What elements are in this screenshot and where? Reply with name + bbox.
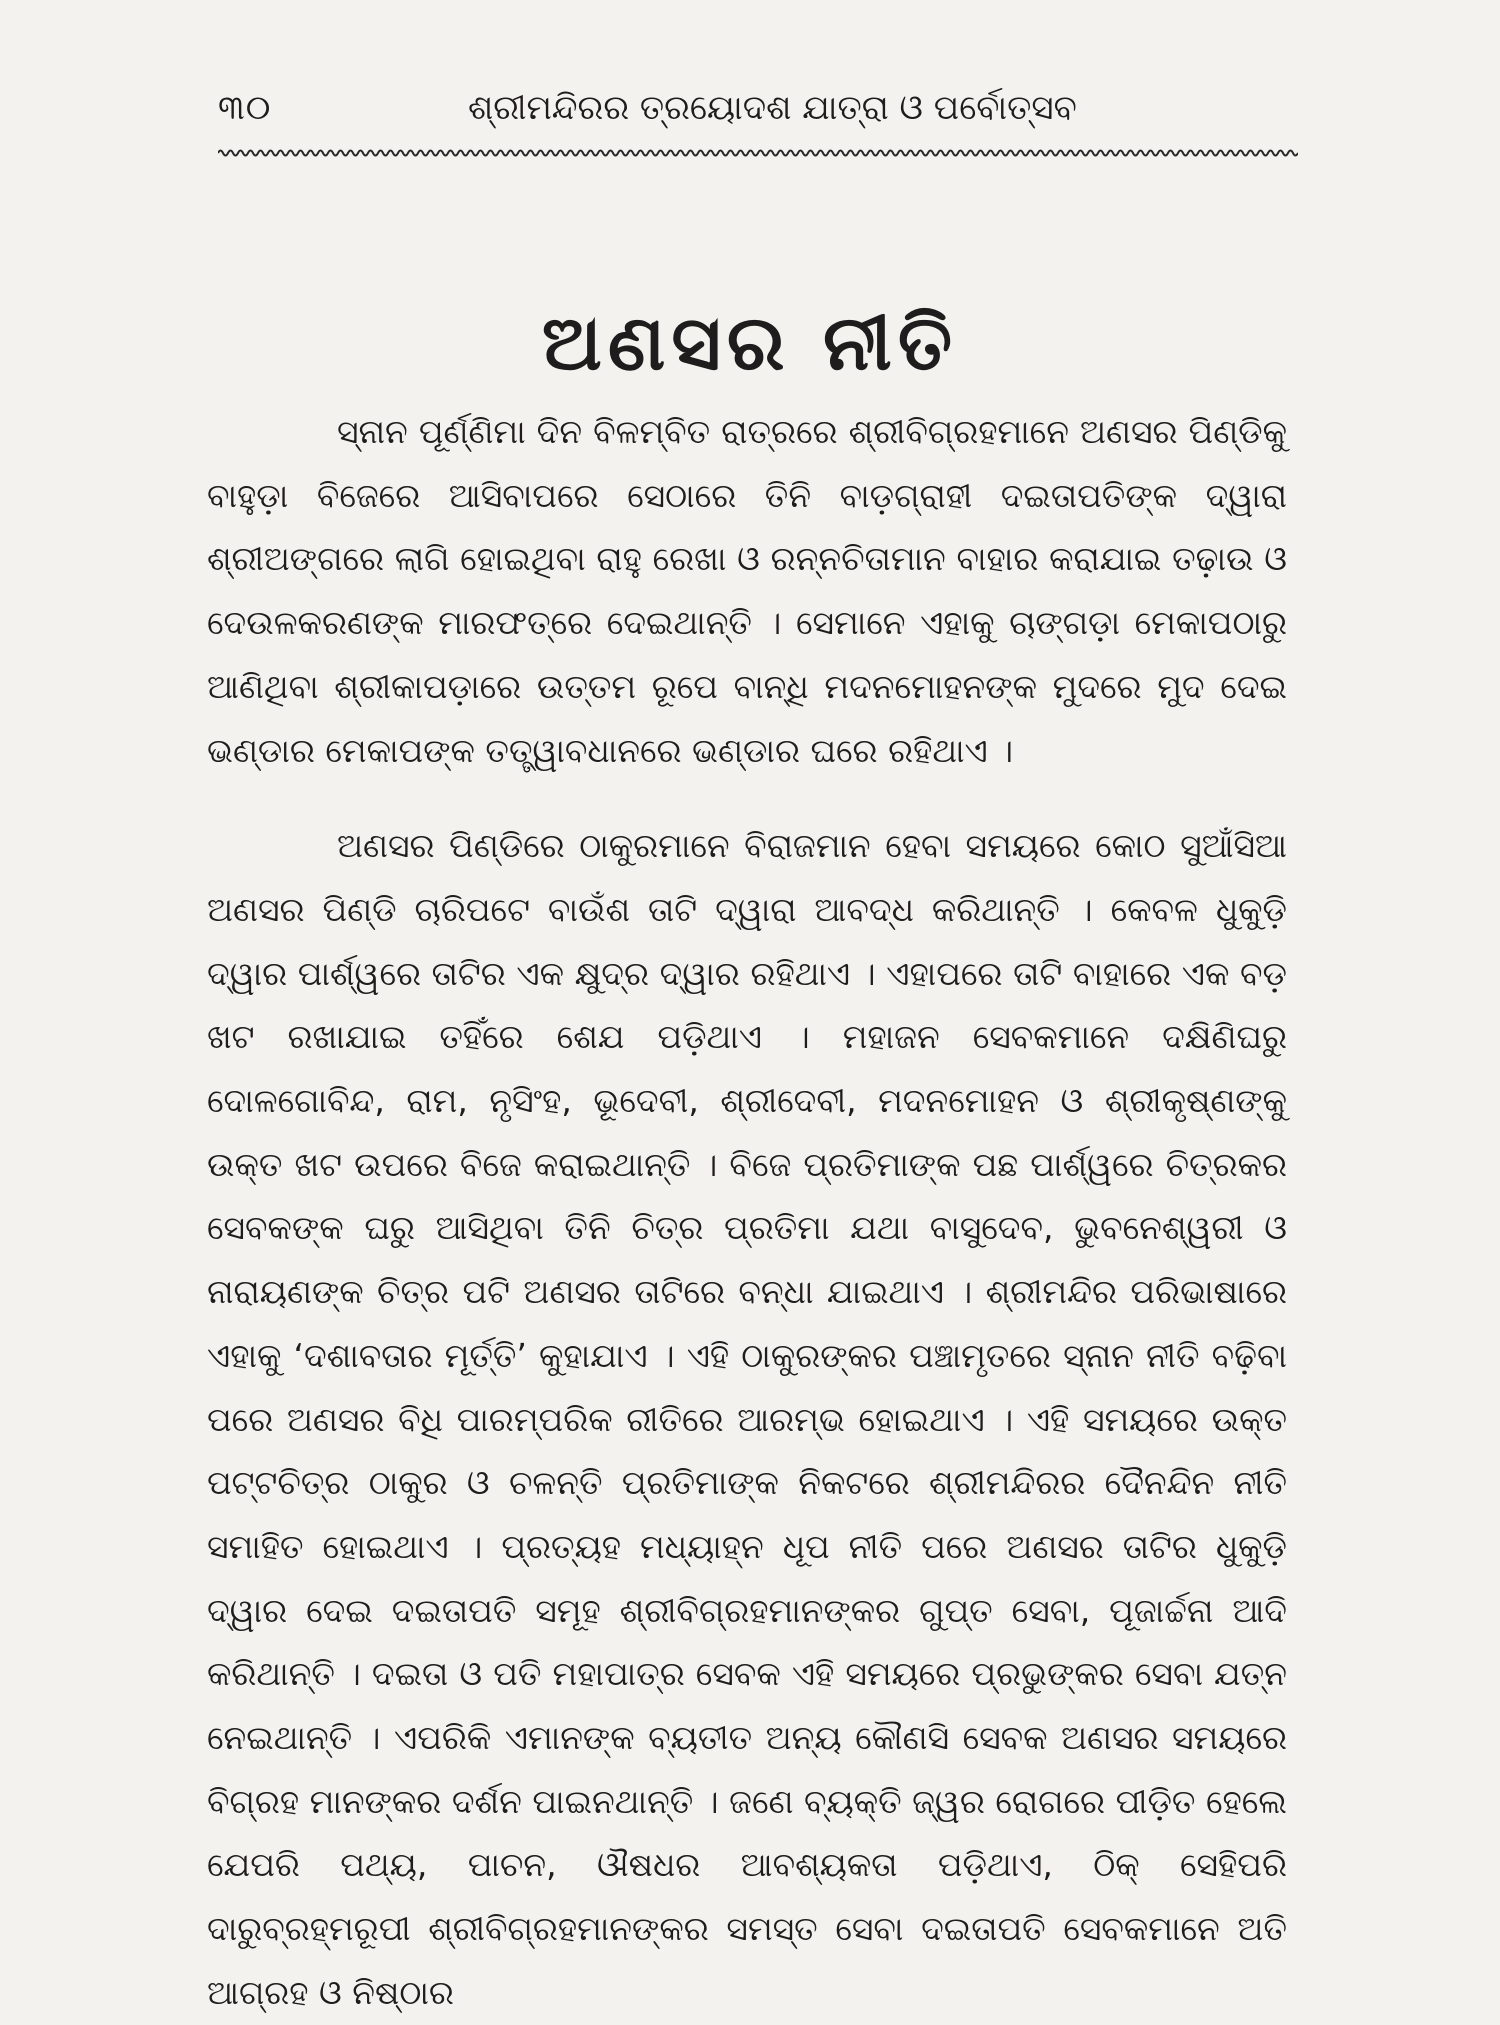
- chapter-title: ଅଣସର ନୀତି: [541, 298, 959, 387]
- page-number: ୩୦: [218, 88, 272, 128]
- body-text: [207, 400, 1287, 2025]
- header-wavy-rule: [218, 146, 1298, 160]
- page-header: [218, 82, 1298, 142]
- running-title: ଶ୍ରୀମନ୍ଦିରର ତ୍ରୟୋଦଶ ଯାତ୍ରା ଓ ପର୍ବୋତ୍ସବ: [468, 88, 1077, 128]
- paragraph-1: ସ୍ନାନ ପୂର୍ଣ୍ଣିମା ଦିନ ବିଳମ୍ବିତ ରାତ୍ରରେ ଶ୍ରୀବିଗ୍ରହମାନେ ଅଣସର ପିଣ୍ଡିକୁ ବାହୁଡ଼ା ବିଜେରେ ଆସିବାପରେ ସେଠାରେ ତିନି ବାଡ଼ଗ୍ରାହୀ ଦଇତାପତିଙ୍କ ଦ୍ୱାରା ଶ୍ରୀଅଙ୍ଗରେ ଲାଗି ହୋଇଥିବା ରାହୁ ରେଖା ଓ ରନ୍ନଚିତାମାନ ବାହାର କରାଯାଇ ତଢ଼ାଉ ଓ ଦେଉଳକରଣଙ୍କ ମାରଫତ୍‌ରେ ଦେଇଥାନ୍ତି । ସେମାନେ ଏହାକୁ ଚାଙ୍ଗଡ଼ା ମେକାପଠାରୁ ଆଣିଥିବା ଶ୍ରୀକାପଡ଼ାରେ ଉତ୍ତମ ରୂପେ ବାନ୍ଧି ମଦନମୋହନଙ୍କ ମୁଦରେ ମୁଦ ଦେଇ ଭଣ୍ଡାର ମେକାପଙ୍କ ତତ୍ତ୍ୱାବଧାନରେ ଭଣ୍ଡାର ଘରେ ରହିଥାଏ ।: [207, 412, 1287, 770]
- paragraph-2: ଅଣସର ପିଣ୍ଡିରେ ଠାକୁରମାନେ ବିରାଜମାନ ହେବା ସମୟରେ କୋଠ ସୁଆଁସିଆ ଅଣସର ପିଣ୍ଡି ଚାରିପଟେ ବାଉଁଶ ତାଟି ଦ୍ୱାରା ଆବଦ୍ଧ କରିଥାନ୍ତି । କେବଳ ଧୁକୁଡ଼ି ଦ୍ୱାର ପାର୍ଶ୍ୱରେ ତାଟିର ଏକ କ୍ଷୁଦ୍ର ଦ୍ୱାର ରହିଥାଏ । ଏହାପରେ ତାଟି ବାହାରେ ଏକ ବଡ଼ ଖଟ ରଖାଯାଇ ତହିଁରେ ଶେଯ ପଡ଼ିଥାଏ । ମହାଜନ ସେବକମାନେ ଦକ୍ଷିଣିଘରୁ ଦୋଳଗୋବିନ୍ଦ, ରାମ, ନୃସିଂହ, ଭୂଦେବୀ, ଶ୍ରୀଦେବୀ, ମଦନମୋହନ ଓ ଶ୍ରୀକୃଷ୍ଣଙ୍କୁ ଉକ୍ତ ଖଟ ଉପରେ ବିଜେ କରାଇଥାନ୍ତି । ବିଜେ ପ୍ରତିମାଙ୍କ ପଛ ପାର୍ଶ୍ୱରେ ଚିତ୍ରକର ସେବକଙ୍କ ଘରୁ ଆସିଥିବା ତିନି ଚିତ୍ର ପ୍ରତିମା ଯଥା ବାସୁଦେବ, ଭୁବନେଶ୍ୱରୀ ଓ ନାରାୟଣଙ୍କ ଚିତ୍ର ପଟି ଅଣସର ତାଟିରେ ବନ୍ଧା ଯାଇଥାଏ । ଶ୍ରୀମନ୍ଦିର ପରିଭାଷାରେ ଏହାକୁ ‘ଦଶାବତାର ମୂର୍ତ୍ତି’ କୁହାଯାଏ । ଏହି ଠାକୁରଙ୍କର ପଞ୍ଚାମୃତରେ ସ୍ନାନ ନୀତି ବଢ଼ିବା ପରେ ଅଣସର ବିଧି ପାରମ୍ପରିକ ରୀତିରେ ଆରମ୍ଭ ହୋଇଥାଏ । ଏହି ସମୟରେ ଉକ୍ତ ପଟ୍ଟଚିତ୍ର ଠାକୁର ଓ ଚଳନ୍ତି ପ୍ରତିମାଙ୍କ ନିକଟରେ ଶ୍ରୀମନ୍ଦିରର ଦୈନନ୍ଦିନ ନୀତି ସମାହିତ ହୋଇଥାଏ । ପ୍ରତ୍ୟହ ମଧ୍ୟାହ୍ନ ଧୂପ ନୀତି ପରେ ଅଣସର ତାଟିର ଧୁକୁଡ଼ି ଦ୍ୱାର ଦେଇ ଦଇତାପତି ସମୂହ ଶ୍ରୀବିଗ୍ରହମାନଙ୍କର ଗୁପ୍ତ ସେବା, ପୂଜାର୍ଚ୍ଚନା ଆଦି କରିଥାନ୍ତି । ଦଇତା ଓ ପତି ମହାପାତ୍ର ସେବକ ଏହି ସମୟରେ ପ୍ରଭୁଙ୍କର ସେବା ଯତ୍ନ ନେଇଥାନ୍ତି । ଏପରିକି ଏମାନଙ୍କ ବ୍ୟତୀତ ଅନ୍ୟ କୌଣସି ସେବକ ଅଣସର ସମୟରେ ବିଗ୍ରହ ମାନଙ୍କର ଦର୍ଶନ ପାଇନଥାନ୍ତି । ଜଣେ ବ୍ୟକ୍ତି ଜ୍ୱର ରୋଗରେ ପୀଡ଼ିତ ହେଲେ ଯେପରି ପଥ୍ୟ, ପାଚନ, ଔଷଧର ଆବଶ୍ୟକତା ପଡ଼ିଥାଏ, ଠିକ୍ ସେହିପରି ଦାରୁବ୍ରହ୍ମରୂପୀ ଶ୍ରୀବିଗ୍ରହମାନଙ୍କର ସମସ୍ତ ସେବା ଦଇତାପତି ସେବକମାନେ ଅତି ଆଗ୍ରହ ଓ ନିଷ୍ଠାର: [207, 826, 1287, 2012]
